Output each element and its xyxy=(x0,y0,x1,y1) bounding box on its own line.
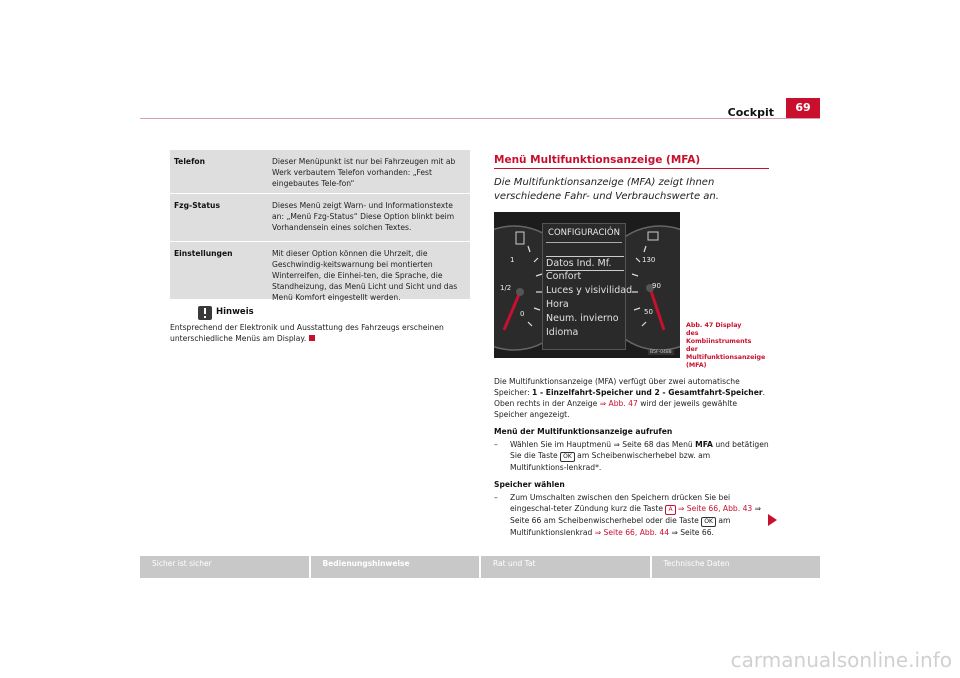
watermark: carmanualsonline.info xyxy=(730,648,952,672)
display-menu-item: Idioma xyxy=(546,327,579,338)
continue-arrow-icon xyxy=(768,514,777,526)
ok-key-icon: OK xyxy=(701,517,716,527)
body-paragraph: Die Multifunktionsanzeige (MFA) verfügt über zwei automatische Speicher: 1 - Einzelfahrt-Speicher und 2 - Gesamtfahrt-Speicher. Oben rechts in der Anzeige ⇒ Abb. 47 wird der jeweils gewählte Speicher angezeigt. xyxy=(494,377,766,419)
footer-nav xyxy=(140,556,820,578)
display-menu-item: Neum. invierno xyxy=(546,313,619,324)
section-intro: Die Multifunktionsanzeige (MFA) zeigt Ihnen verschiedene Fahr- und Verbrauchswerte an. xyxy=(494,177,719,202)
gauge-label: 50 xyxy=(644,308,653,316)
figure-link[interactable]: ⇒ Abb. 47 xyxy=(599,399,638,408)
gauge-label: 130 xyxy=(642,256,656,264)
subheading-select-memory: Speicher wählen xyxy=(494,480,565,489)
display-menu-item: Luces y visivilidad xyxy=(546,285,633,296)
end-mark-icon xyxy=(309,335,315,341)
gauge-label: 1/2 xyxy=(500,284,512,292)
step-item: – Zum Umschalten zwischen den Speichern drücken Sie bei eingeschal-teter Zündung kurz die Taste A ⇒ Seite 66, Abb. 43 ⇒ Seite 66 am Scheibenwischerhebel oder die Taste OK am Multifunktionslenkrad ⇒ Seite 66, Abb. 44 ⇒ Seite 66. xyxy=(494,493,762,537)
figure-caption: Abb. 47 Display des Kombiinstruments der Multifunktionsanzeige (MFA) xyxy=(686,322,766,369)
display-menu-item: Datos Ind. Mf. xyxy=(546,256,624,271)
gauge-label: 1 xyxy=(510,256,515,264)
figure-code: B5F-0488 xyxy=(650,350,672,355)
display-menu-item: Confort xyxy=(546,271,582,282)
footer-tab-technische-daten[interactable]: Technische Daten xyxy=(652,556,821,578)
subheading-open-menu: Menü der Multifunktionsanzeige aufrufen xyxy=(494,427,673,436)
menu-row-einstellungen xyxy=(170,242,470,300)
menu-row-fzg-status xyxy=(170,194,470,242)
ok-key-icon: OK xyxy=(560,452,575,462)
menu-table xyxy=(170,150,470,300)
info-icon xyxy=(198,306,212,320)
page-number: 69 xyxy=(786,98,820,118)
display-separator xyxy=(546,242,622,243)
page-link[interactable]: ⇒ Seite 66, Abb. 44 xyxy=(594,528,670,537)
display-menu-item: Hora xyxy=(546,299,569,310)
page-link[interactable]: ⇒ Seite 66, Abb. 43 xyxy=(675,504,753,513)
page-title: Cockpit xyxy=(727,106,774,119)
mfa-display xyxy=(542,223,633,350)
gauge-label: 90 xyxy=(652,282,661,290)
footer-tab-bedienungshinweise[interactable]: Bedienungshinweise xyxy=(311,556,480,578)
a-key-icon: A xyxy=(665,505,675,515)
section-title: Menü Multifunktionsanzeige (MFA) xyxy=(494,154,701,166)
menu-value: Dieses Menü zeigt Warn- und Informationstexte an: „Menü Fzg-Status“ Diese Option blinkt beim Vorhandensein eines solchen Textes. xyxy=(272,201,455,232)
menu-key: Einstellungen xyxy=(174,249,233,258)
footer-tab-sicher[interactable]: Sicher ist sicher xyxy=(140,556,309,578)
body-text xyxy=(494,376,769,538)
step-item: – Wählen Sie im Hauptmenü ⇒ Seite 68 das Menü MFA und betätigen Sie die Taste OK am Scheibenwischerhebel bzw. am Multifunktions-lenkrad*. xyxy=(494,440,769,472)
section-rule xyxy=(494,168,769,169)
menu-key: Fzg-Status xyxy=(174,201,220,210)
menu-value: Mit dieser Option können die Uhrzeit, die Geschwindig-keitswarnung bei montierten Winterreifen, die Einhei-ten, die Sprache, die Standheizung, das Menü Licht und Sicht und das Menü Komfort eingestellt werden. xyxy=(272,249,458,302)
footer-tab-rat-und-tat[interactable]: Rat und Tat xyxy=(481,556,650,578)
menu-row-telefon xyxy=(170,150,470,194)
menu-key: Telefon xyxy=(174,157,206,166)
note-text: Entsprechend der Elektronik und Ausstattung des Fahrzeugs erscheinen unterschiedliche Menüs am Display. xyxy=(170,323,444,343)
gauge-label: 0 xyxy=(520,310,525,318)
note-title: Hinweis xyxy=(216,307,254,317)
menu-value: Dieser Menüpunkt ist nur bei Fahrzeugen mit ab Werk verbautem Telefon vorhanden: „Fest eingebautes Tele-fon“ xyxy=(272,157,456,188)
display-heading: CONFIGURACIÓN xyxy=(548,228,620,238)
